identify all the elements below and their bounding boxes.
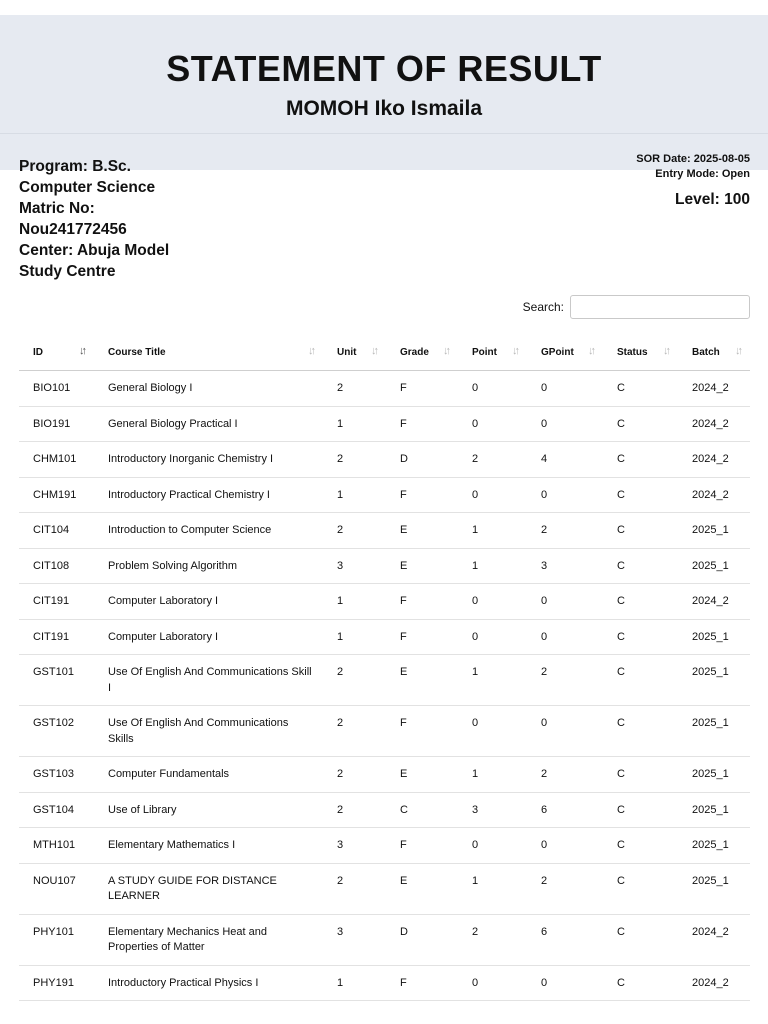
column-header-label: Course Title: [108, 346, 166, 358]
cell-batch: 2025_1: [678, 792, 750, 828]
entry-mode: Entry Mode: Open: [655, 168, 750, 180]
table-row: [19, 706, 750, 757]
cell-unit: 2: [323, 792, 386, 828]
cell-gpoint: 0: [527, 584, 603, 620]
cell-point: 1: [458, 655, 527, 706]
cell-gpoint: 2: [527, 757, 603, 793]
cell-id: GST102: [19, 706, 94, 757]
cell-grade: F: [386, 406, 458, 442]
document-title: STATEMENT OF RESULT: [166, 48, 602, 89]
column-header-course-title[interactable]: [94, 334, 323, 371]
cell-unit: 3: [323, 828, 386, 864]
table-row: [19, 406, 750, 442]
cell-gpoint: 0: [527, 706, 603, 757]
cell-status: C: [603, 863, 678, 914]
matric-line: Matric No: Nou241772456: [19, 200, 127, 238]
cell-batch: 2025_1: [678, 757, 750, 793]
cell-id: CHM191: [19, 477, 94, 513]
column-header-label: Point: [472, 346, 497, 358]
cell-status: C: [603, 548, 678, 584]
cell-point: 2: [458, 442, 527, 478]
cell-course-title: Introductory Practical Chemistry I: [94, 477, 323, 513]
search-box: [523, 295, 750, 319]
column-header-label: Batch: [692, 346, 720, 358]
cell-status: C: [603, 828, 678, 864]
cell-gpoint: 0: [527, 828, 603, 864]
cell-point: 0: [458, 828, 527, 864]
cell-batch: 2025_1: [678, 655, 750, 706]
column-header-label: Status: [617, 346, 648, 358]
cell-batch: 2024_2: [678, 406, 750, 442]
student-name: MOMOH Iko Ismaila: [285, 97, 483, 120]
cell-course-title: Elementary Mathematics I: [94, 828, 323, 864]
table-body: [19, 371, 750, 1001]
cell-grade: F: [386, 706, 458, 757]
cell-point: 1: [458, 548, 527, 584]
cell-batch: 2024_2: [678, 442, 750, 478]
cell-batch: 2025_1: [678, 863, 750, 914]
column-header-gpoint[interactable]: [527, 334, 603, 371]
cell-batch: 2025_1: [678, 828, 750, 864]
cell-status: C: [603, 406, 678, 442]
sort-icon[interactable]: ↓↑: [512, 345, 517, 357]
cell-course-title: Use Of English And Communications Skills: [94, 706, 323, 757]
cell-id: CIT104: [19, 513, 94, 549]
sort-icon[interactable]: ↓↑: [371, 345, 376, 357]
table-row: [19, 757, 750, 793]
column-header-batch[interactable]: [678, 334, 750, 371]
sort-ascending-icon[interactable]: ↓↑: [79, 345, 84, 357]
cell-grade: C: [386, 792, 458, 828]
table-row: [19, 371, 750, 407]
cell-course-title: Computer Fundamentals: [94, 757, 323, 793]
column-header-label: Unit: [337, 346, 357, 358]
cell-unit: 1: [323, 619, 386, 655]
cell-status: C: [603, 792, 678, 828]
sort-icon[interactable]: ↓↑: [308, 345, 313, 357]
cell-unit: 2: [323, 655, 386, 706]
table-row: [19, 914, 750, 965]
cell-id: GST101: [19, 655, 94, 706]
cell-grade: F: [386, 477, 458, 513]
cell-batch: 2024_2: [678, 914, 750, 965]
cell-status: C: [603, 706, 678, 757]
cell-id: CIT191: [19, 619, 94, 655]
results-table: [19, 334, 750, 1001]
cell-course-title: General Biology I: [94, 371, 323, 407]
cell-course-title: Elementary Mechanics Heat and Properties of Matter: [94, 914, 323, 965]
cell-unit: 1: [323, 965, 386, 1001]
cell-unit: 1: [323, 477, 386, 513]
cell-course-title: A STUDY GUIDE FOR DISTANCE LEARNER: [94, 863, 323, 914]
table-row: [19, 792, 750, 828]
column-header-label: Grade: [400, 346, 429, 358]
search-label: Search:: [522, 300, 564, 314]
cell-point: 0: [458, 371, 527, 407]
cell-unit: 3: [323, 548, 386, 584]
cell-course-title: Use Of English And Communications Skill I: [94, 655, 323, 706]
cell-batch: 2024_2: [678, 965, 750, 1001]
cell-grade: E: [386, 863, 458, 914]
cell-grade: D: [386, 914, 458, 965]
cell-grade: F: [386, 965, 458, 1001]
cell-point: 0: [458, 406, 527, 442]
cell-unit: 2: [323, 371, 386, 407]
sort-icon[interactable]: ↓↑: [443, 345, 448, 357]
cell-point: 2: [458, 914, 527, 965]
cell-point: 1: [458, 513, 527, 549]
table-row: [19, 477, 750, 513]
cell-unit: 3: [323, 914, 386, 965]
sort-icon[interactable]: ↓↑: [663, 345, 668, 357]
cell-gpoint: 0: [527, 619, 603, 655]
cell-gpoint: 2: [527, 513, 603, 549]
cell-batch: 2025_1: [678, 548, 750, 584]
cell-batch: 2024_2: [678, 371, 750, 407]
table-row: [19, 513, 750, 549]
cell-gpoint: 0: [527, 965, 603, 1001]
header-divider: [0, 133, 768, 134]
cell-gpoint: 0: [527, 477, 603, 513]
cell-id: CIT108: [19, 548, 94, 584]
search-input[interactable]: [570, 295, 750, 319]
cell-id: GST103: [19, 757, 94, 793]
cell-status: C: [603, 442, 678, 478]
table-row: [19, 584, 750, 620]
table-row: [19, 619, 750, 655]
cell-point: 0: [458, 619, 527, 655]
cell-grade: E: [386, 513, 458, 549]
cell-grade: E: [386, 757, 458, 793]
student-info: [19, 156, 194, 282]
table-row: [19, 828, 750, 864]
cell-batch: 2025_1: [678, 706, 750, 757]
cell-gpoint: 2: [527, 655, 603, 706]
cell-grade: F: [386, 619, 458, 655]
level: Level: 100: [675, 191, 750, 208]
cell-id: CHM101: [19, 442, 94, 478]
header-banner: [0, 15, 768, 170]
column-header-unit[interactable]: [323, 334, 386, 371]
cell-gpoint: 6: [527, 792, 603, 828]
cell-status: C: [603, 965, 678, 1001]
cell-gpoint: 4: [527, 442, 603, 478]
cell-point: 0: [458, 706, 527, 757]
cell-id: CIT191: [19, 584, 94, 620]
cell-id: NOU107: [19, 863, 94, 914]
cell-id: PHY101: [19, 914, 94, 965]
table-row: [19, 548, 750, 584]
sort-icon[interactable]: ↓↑: [588, 345, 593, 357]
table-row: [19, 863, 750, 914]
cell-point: 0: [458, 965, 527, 1001]
cell-id: PHY191: [19, 965, 94, 1001]
cell-gpoint: 0: [527, 406, 603, 442]
program-line: Program: B.Sc. Computer Science: [19, 158, 156, 196]
cell-grade: E: [386, 548, 458, 584]
cell-unit: 2: [323, 863, 386, 914]
cell-batch: 2024_2: [678, 584, 750, 620]
cell-point: 3: [458, 792, 527, 828]
cell-grade: F: [386, 371, 458, 407]
cell-id: BIO191: [19, 406, 94, 442]
table-row: [19, 655, 750, 706]
cell-gpoint: 6: [527, 914, 603, 965]
result-meta: [636, 152, 750, 210]
cell-unit: 1: [323, 584, 386, 620]
cell-unit: 2: [323, 513, 386, 549]
cell-course-title: General Biology Practical I: [94, 406, 323, 442]
cell-point: 1: [458, 757, 527, 793]
cell-unit: 1: [323, 406, 386, 442]
column-header-label: GPoint: [541, 346, 574, 358]
cell-course-title: Computer Laboratory I: [94, 619, 323, 655]
cell-status: C: [603, 513, 678, 549]
column-header-grade[interactable]: [386, 334, 458, 371]
cell-batch: 2024_2: [678, 477, 750, 513]
cell-batch: 2025_1: [678, 513, 750, 549]
table-row: [19, 965, 750, 1001]
cell-status: C: [603, 371, 678, 407]
cell-status: C: [603, 584, 678, 620]
cell-status: C: [603, 655, 678, 706]
cell-point: 1: [458, 863, 527, 914]
column-header-id[interactable]: [19, 334, 94, 371]
column-header-label: ID: [33, 346, 43, 358]
cell-grade: D: [386, 442, 458, 478]
cell-status: C: [603, 619, 678, 655]
cell-unit: 2: [323, 706, 386, 757]
cell-status: C: [603, 477, 678, 513]
column-header-point[interactable]: [458, 334, 527, 371]
cell-id: MTH101: [19, 828, 94, 864]
center-line: Center: Abuja Model Study Centre: [19, 242, 170, 280]
cell-unit: 2: [323, 757, 386, 793]
cell-grade: E: [386, 655, 458, 706]
cell-unit: 2: [323, 442, 386, 478]
cell-point: 0: [458, 477, 527, 513]
cell-course-title: Use of Library: [94, 792, 323, 828]
cell-point: 0: [458, 584, 527, 620]
cell-course-title: Introductory Inorganic Chemistry I: [94, 442, 323, 478]
cell-course-title: Computer Laboratory I: [94, 584, 323, 620]
cell-status: C: [603, 757, 678, 793]
cell-status: C: [603, 914, 678, 965]
table-header-row: [19, 334, 750, 371]
sor-date: SOR Date: 2025-08-05: [636, 153, 750, 165]
column-header-status[interactable]: [603, 334, 678, 371]
sort-icon[interactable]: ↓↑: [735, 345, 740, 357]
cell-gpoint: 2: [527, 863, 603, 914]
cell-course-title: Introduction to Computer Science: [94, 513, 323, 549]
cell-grade: F: [386, 584, 458, 620]
cell-id: GST104: [19, 792, 94, 828]
table-row: [19, 442, 750, 478]
cell-course-title: Introductory Practical Physics I: [94, 965, 323, 1001]
cell-gpoint: 0: [527, 371, 603, 407]
cell-id: BIO101: [19, 371, 94, 407]
cell-grade: F: [386, 828, 458, 864]
cell-course-title: Problem Solving Algorithm: [94, 548, 323, 584]
cell-batch: 2025_1: [678, 619, 750, 655]
cell-gpoint: 3: [527, 548, 603, 584]
